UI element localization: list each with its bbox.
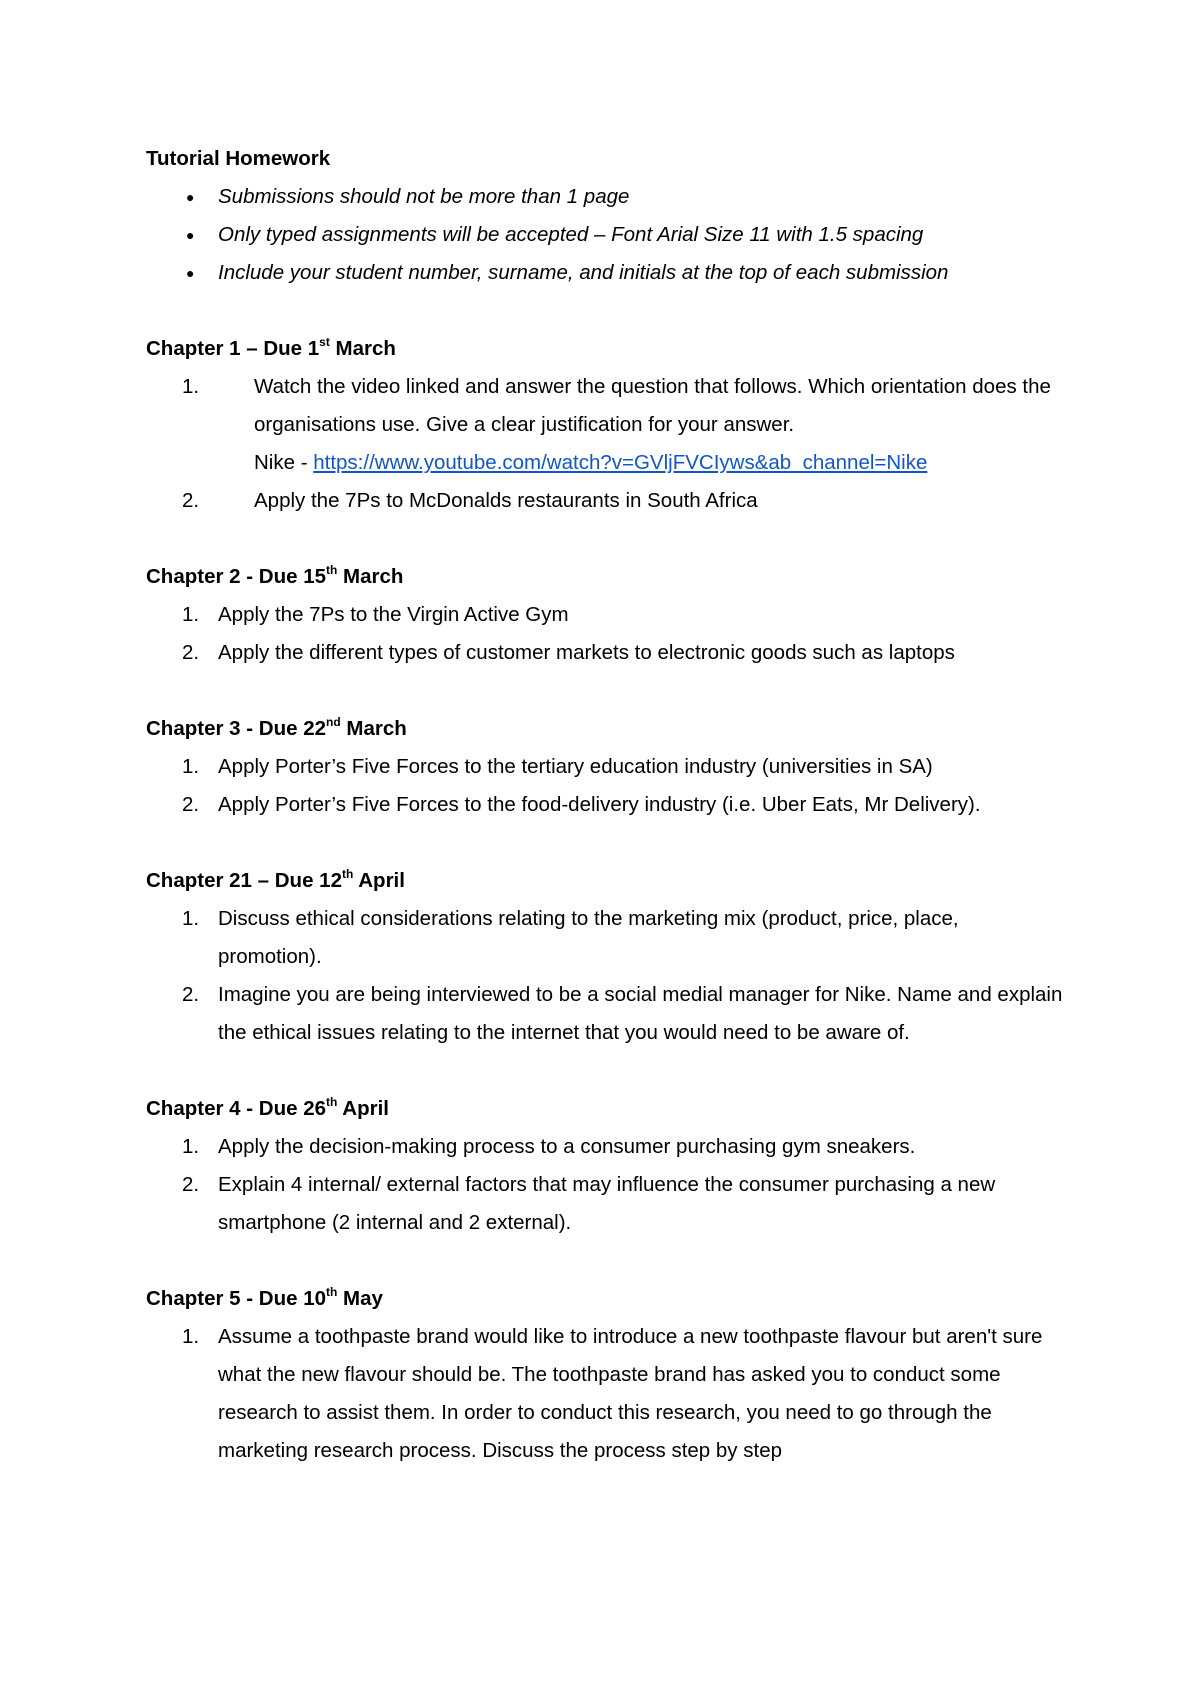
nike-video-link[interactable]: https://www.youtube.com/watch?v=GVljFVCIyws&ab_channel=Nike: [313, 451, 928, 474]
task-item: 1. Apply the 7Ps to the Virgin Active Gym: [182, 603, 569, 626]
task-item: 1. Apply Porter’s Five Forces to the tertiary education industry (universities in SA): [182, 755, 933, 778]
task-item: 2. Explain 4 internal/ external factors that may influence the consumer purchasing a new smartphone (2 internal and 2 external).: [182, 1173, 996, 1234]
task-item: 2. Apply the 7Ps to McDonalds restaurants in South Africa: [182, 489, 758, 512]
bullet-icon: ●: [186, 189, 195, 205]
task-item: 2. Imagine you are being interviewed to be a social medial manager for Nike. Name and explain the ethical issues relating to the internet that you would need to be aware of.: [182, 983, 1063, 1044]
chapter-5-heading: Chapter 5 - Due 10th May: [146, 1285, 383, 1310]
chapter-21-heading: Chapter 21 – Due 12th April: [146, 867, 405, 892]
chapter-3-tasks: [146, 748, 1066, 824]
chapter-3-heading: Chapter 3 - Due 22nd March: [146, 715, 407, 740]
chapter-2-tasks: [146, 596, 1066, 672]
document-page: [146, 140, 1066, 1470]
chapter-21-tasks: [146, 900, 1066, 1052]
page-title: Tutorial Homework: [146, 147, 331, 170]
task-item: 1. Discuss ethical considerations relating to the marketing mix (product, price, place, promotion).: [182, 907, 959, 968]
rule-item: ● Include your student number, surname, and initials at the top of each submission: [146, 254, 1066, 292]
chapter-5-tasks: [146, 1318, 1066, 1470]
task-item: 1. Watch the video linked and answer the question that follows. Which orientation does the organisations use. Give a clear justification for your answer. Nike - https://www.youtube.com/watch?v=GVljFVCIyws&ab_channel=Nike: [182, 375, 1051, 474]
submission-rules: [146, 178, 1066, 292]
chapter-4-tasks: [146, 1128, 1066, 1242]
task-item: 2. Apply the different types of customer markets to electronic goods such as laptops: [182, 641, 955, 664]
task-item: 1. Apply the decision-making process to a consumer purchasing gym sneakers.: [182, 1135, 916, 1158]
chapter-1-tasks: [146, 368, 1066, 520]
chapter-2-heading: Chapter 2 - Due 15th March: [146, 563, 404, 588]
bullet-icon: ●: [186, 227, 195, 243]
task-item: 2. Apply Porter’s Five Forces to the food-delivery industry (i.e. Uber Eats, Mr Delivery).: [182, 793, 981, 816]
chapter-4-heading: Chapter 4 - Due 26th April: [146, 1095, 389, 1120]
task-item: 1. Assume a toothpaste brand would like to introduce a new toothpaste flavour but aren't sure what the new flavour should be. The toothpaste brand has asked you to conduct some research to assist them. In order to conduct this research, you need to go through the marketing research process. Discuss the process step by step: [182, 1325, 1043, 1462]
bullet-icon: ●: [186, 265, 195, 281]
rule-item: ● Only typed assignments will be accepted – Font Arial Size 11 with 1.5 spacing: [146, 216, 1066, 254]
rule-item: ● Submissions should not be more than 1 page: [146, 178, 1066, 216]
chapter-1-heading: Chapter 1 – Due 1st March: [146, 335, 396, 360]
